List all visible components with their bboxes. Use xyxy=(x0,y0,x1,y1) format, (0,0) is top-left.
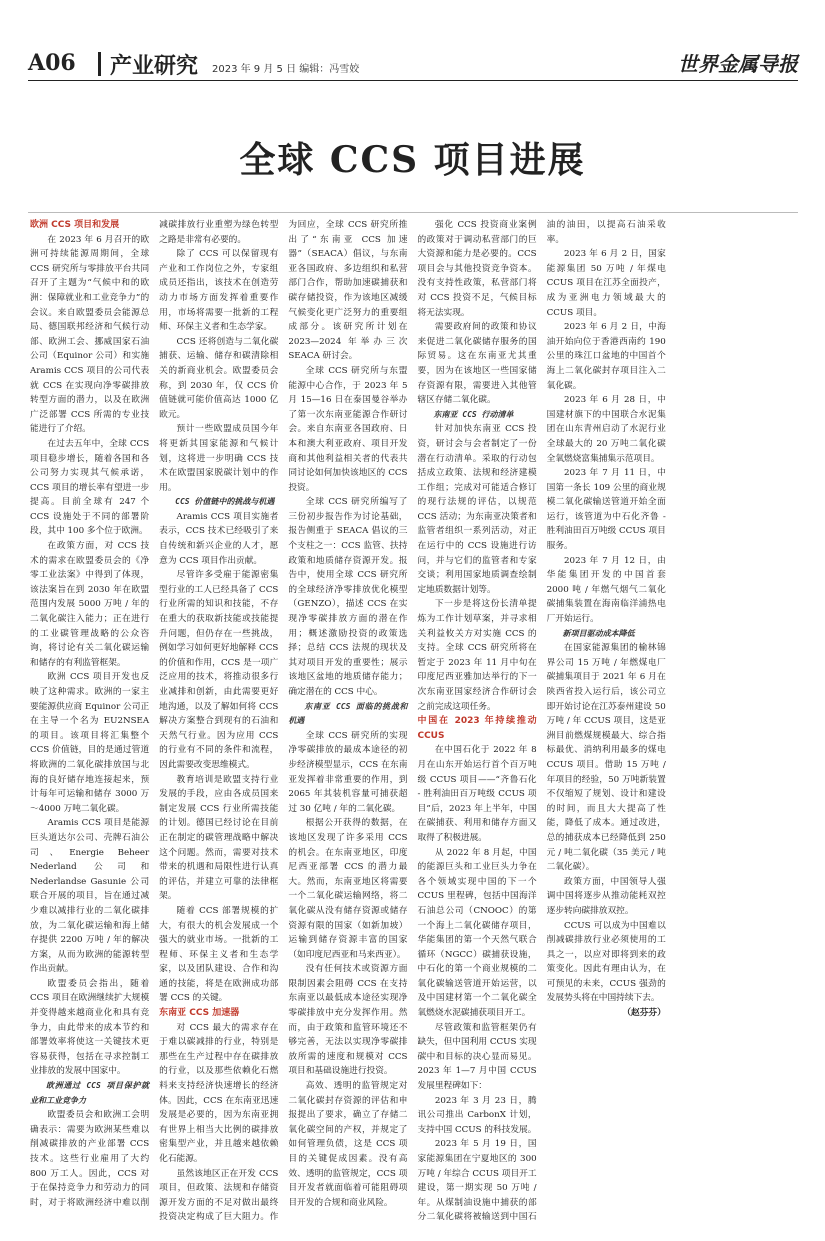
paragraph: 高效、透明的监管规定对二氧化碳封存资源的评估和申报提出了要求，确立了存储二氧化碳空间的产权，并规定了如何管理负债，这是 CCS 项目的关键促成因素。没有高效、透明的监管规定，CCS 项目开发者就面临着可能阻碍项目开发的合规和商业风险。 xyxy=(288,1081,408,1208)
page-header xyxy=(28,50,798,80)
paragraph: 除了 CCS 可以保留现有产业和工作岗位之外，专家组成员还指出，该技术在创造劳动力市场方面发挥着重要作用，市场将需要一批新的工程师、环保主义者和生态学家。 xyxy=(159,249,279,333)
header-divider xyxy=(98,52,101,76)
paragraph: 2023 年 6 月 2 日，国家能源集团 50 万吨 / 年煤电 CCUS 项目在江苏全面投产，成为亚洲电力领域最大的 CCUS 项目。 xyxy=(546,249,666,318)
paragraph: 下一步是将这份长清单提炼为工作计划草案，并寻求相关利益攸关方对实施 CCS 的支持。全球 CCS 研究所将在暂定于 2023 年 11 月中旬在印度尼西亚雅加达举行的下一次东南亚国家经济合作研讨会之前完成这项任务。 xyxy=(417,599,537,712)
paragraph: 2023 年 3 月 23 日，腾讯公司推出 CarbonX 计划，支持中国 CCUS 的科技发展。 xyxy=(417,1095,537,1135)
article-body xyxy=(30,218,795,1228)
title-rule xyxy=(28,212,798,213)
paragraph: 全球 CCS 研究所与东盟能源中心合作，于 2023 年 5 月 15—16 日在泰国曼谷举办了第一次东南亚能源合作研讨会。来自东南亚各国政府、日本和澳大利亚政府、项目开发商和其他利益相关者的代表共同讨论如何加快该地区的 CCS 投资。 xyxy=(288,365,408,493)
paragraph: 没有任何技术或资源方面限制因素会阻碍 CCS 在支持东南亚以最低成本途径实现净零碳排放中充分发挥作用。然而，由于政策和监管环境还不够完善，无法以实现净零碳排放所需的速度和规模对 CCS 项目和基础设施进行投资。 xyxy=(288,964,408,1077)
subheading: 欧洲 CCS 项目和发展 xyxy=(30,220,120,230)
paragraph: 2023 年 7 月 11 日，中国第一条长 109 公里的商业规模二氧化碳输送管道开始全面运行，该管道为中石化齐鲁 - 胜利油田百万吨级 CCUS 项目服务。 xyxy=(546,468,666,552)
paragraph: 在国家能源集团的榆林锦界公司 15 万吨 / 年燃煤电厂碳捕集项目于 2021 年 6 月在陕西省投入运行后，该公司立即开始讨论在江苏泰州建设 50 万吨 / 年 CCUS 项目，这是亚洲目前燃煤规模最大、综合指标最优、消纳利用最多的煤电 CCUS 项目。借助 15 万吨 / 年项目的经验，50 万吨新装置不仅缩短了规划、设计和建设的时间，而且大大提高了性能，降低了成本。通过改进，总的捕获成本已经降低到 250 元 / 吨二氧化碳（35 美元 / 吨二氧化碳）。 xyxy=(546,643,666,873)
paragraph: Aramis CCS 项目是能源巨头道达尔公司、壳牌石油公司、Energie Beheer Nederland 公司和 Nederlandse Gasunie 公司联合开展的项目，旨在通过减少难以减排行业的二氧化碳排放，为二氧化碳运输和海上储存提供 2200 万吨 / 年的解决方案，从而为欧洲的能源转型作出贡献。 xyxy=(30,818,150,975)
paragraph: 2023 年 7 月 12 日，由华能集团开发的中国首套 2000 吨 / 年燃气烟气二氧化碳捕集装置在海南临洋浦热电厂开始运行。 xyxy=(546,555,666,625)
paragraph: 需要政府间的政策和协议来促进二氧化碳储存服务的国际贸易。这在东南亚尤其重要，因为在该地区一些国家储存资源有限，需要进入其他管辖区存储二氧化碳。 xyxy=(417,322,537,406)
paragraph: CCS 还将创造与二氧化碳捕获、运输、储存和碳清除相关的新商业机会。欧盟委员会称，到 2030 年，仅 CCS 价值链就可能价值高达 1000 亿欧元。 xyxy=(159,336,279,420)
minor-heading: 东南亚 CCS 行动清单 xyxy=(433,409,514,419)
paragraph: 从 2022 年 8 月起，中国的能源巨头和工业巨头力争在各个领域实现中国的下一个 CCUS 里程碑，包括中国海洋石油总公司（CNOOC）的第一个海上二氧化碳储存项目，华能集团的第一个天然气联合循环（NGCC）碳捕获设施，中石化的第一个商业规模的二氧化碳输送管道开始运营，以及中国建材第一个二氧化碳全氧燃烧水泥碳捕获项目开工。 xyxy=(417,847,537,1019)
paragraph: 尽管政策和监管框架仍有缺失，但中国利用 CCUS 实现碳中和目标的决心显而易见。2023 年 1—7 月中国 CCUS 发展里程碑如下： xyxy=(417,1022,537,1092)
subheading: 中国在 2023 年持续推动 CCUS xyxy=(417,716,537,741)
paragraph: 2023 年 6 月 28 日，中国建材旗下的中国联合水泥集团在山东青州启动了水泥行业全球最大的 20 万吨二氧化碳全氧燃烧富集捕集示范项目。 xyxy=(546,395,666,464)
section-title: 产业研究 xyxy=(110,54,199,79)
paragraph: 欧洲 CCS 项目开发也反映了这种需求。欧洲的一家主要能源供应商 Equinor 公司正在主导一个名为 EU2NSEA 的项目。该项目将汇集整个 CCS 价值链，目的是通过管道将欧洲的二氧化碳排放国与北海的良好储存地连接起来，预计每年可运输和储存 3000 万～4000 万吨二氧化碳。 xyxy=(30,672,150,814)
paragraph: 对 CCS 最大的需求存在于难以碳减排的行业，特别是那些在生产过程中存在碳排放的行业，以及那些依赖化石燃料来支持经济快速增长的经济体。因此，CCS 在东南亚迅速发展是必要的，因为东南亚拥有世界上相当大比例的碳排放密集型产业，并且越来越依赖化石能源。 xyxy=(159,1022,279,1164)
paragraph: 在政策方面，对 CCS 技术的需求在欧盟委员会的《净零工业法案》中得到了体现，该法案旨在到 2030 年在欧盟范围内发展 5000 万吨 / 年的二氧化碳注入能力；正在进行的工业碳管理战略的公众咨询，将讨论有关二氧化碳运输和储存的有利监管框架。 xyxy=(30,541,150,668)
article-title: 全球 CCS 项目进展 xyxy=(239,139,586,181)
paragraph: 在过去五年中，全球 CCS 项目稳步增长，随着各国和各公司努力实现其气候承诺，CCS 项目的增长率有望进一步提高。目前全球有 247 个 CCS 设施处于不同的部署阶段，其中 100 多个位于欧洲。 xyxy=(30,438,150,537)
paragraph: 全球 CCS 研究所的实现净零碳排放的最成本途径的初步经济模型显示，CCS 在东南亚发挥着非常重要的作用，到 2065 年其装机容量可捕获超过 30 亿吨 / 年的二氧化碳。 xyxy=(288,730,408,814)
paragraph: CCUS 可以成为中国难以削减碳排放行业必须使用的工具之一，以应对即将到来的政策变化。因此有理由认为，在可预见的未来，CCUS 强劲的发展势头将在中国持续下去。 xyxy=(546,920,666,1004)
paragraph: 2023 年 6 月 2 日，中海油开始向位于香港西南约 190 公里的珠江口盆地的中国首个海上二氧化碳封存项目注入二氧化碳。 xyxy=(546,322,666,391)
paragraph: Aramis CCS 项目实施者表示，CCS 技术已经吸引了来自传统和新兴企业的人才，愿意为 CCS 项目作出贡献。 xyxy=(159,511,279,566)
paragraph: 在 2023 年 6 月召开的欧洲可持续能源周期间，全球 CCS 研究所与零排放平台共同召开了主题为“气候中和的欧洲：保障就业和工业竞争力”的会议。来自欧盟委员会能源总局、德国联邦经济和气候行动部、欧洲工会、挪威国家石油公司（Equinor 公司）和实施 Aramis CCS 项目的公司代表就 CCS 在实现向净零碳排放转型方面的潜力，以及在欧洲广泛部署 CCS 所需的专业技能进行了介绍。 xyxy=(30,234,150,435)
paragraph: 随着 CCS 部署规模的扩大，有很大的机会发展成一个强大的就业市场。一批新的工程师、环保主义者和生态学家，以及团队建设、合作和沟通的技能，将是在欧洲成功部署 CCS 的关键。 xyxy=(159,905,279,1004)
page-number: A06 xyxy=(28,50,76,76)
paragraph: 欧盟委员会指出，随着 CCS 项目在欧洲继续扩大规模并变得越来越商业化和具有竞争力，由此带来的成本节约和部署效率将使这一关键技术更容易获得，包括在寻求控制工业排放的发展中国家中。 xyxy=(30,978,150,1077)
paragraph: 2023 年 5 月 19 日，国家能源集团在宁夏地区的 300 万吨 / 年综合 CCUS 项目开工建设，第一期实现 50 万吨 / 年。从煤制油设施中捕获的部分二氧化碳将被输送到中国石油的油田，以提高石油采收率。 xyxy=(417,220,666,1223)
paragraph: 针对加快东南亚 CCS 投资，研讨会与会者制定了一份潜在行动清单。采取的行动包括成立政策、法规和经济建模工作组；完成对可能适合修订的现行法规的评估，以规范 CCS 活动；为东南亚决策者和监管者组织一系列活动，对正在运行中的 CCS 设施进行访问，并与它们的监管者和专家交谈；利用国家地质调查绘制定地质数据计划等。 xyxy=(417,424,537,595)
subheading: 东南亚 CCS 加速器 xyxy=(159,1008,240,1019)
paragraph: 尽管许多受雇于能源密集型行业的工人已经具备了 CCS 行业所需的知识和技能，不存在重大的获取新技能或技能提升问题，但仍存在一些挑战，例如学习如何更好地解释 CCS 的价值和作用，CCS 是一项广泛应用的技术，将推动很多行业减排和创新，由此需要更好地沟通，以及了解如何将 CCS 解决方案整合到现有的石油和天然气行业。因为应用 CCS 的行业有不同的条件和流程，因此需要改变思维模式。 xyxy=(159,570,279,770)
paragraph: 预计一些欧盟成员国今年将更新其国家能源和气候计划，这将进一步明确 CCS 技术在欧盟国家脱碳计划中的作用。 xyxy=(159,424,279,493)
paragraph: 教育培训是欧盟支持行业发展的手段，应由各成员国来制定发展 CCS 行业所需技能的计划。德国已经讨论在目前正在制定的碳管理战略中解决这个问题。然而，需要对技术带来的机遇和局限性进行认真的评估，并建立可靠的法律框架。 xyxy=(159,774,279,902)
header-rule xyxy=(28,80,798,81)
minor-heading: 欧洲通过 CCS 项目保护就业和工业竞争力 xyxy=(30,1081,150,1105)
minor-heading: 新项目驱动成本降低 xyxy=(562,628,635,638)
minor-heading: CCS 价值链中的挑战与机遇 xyxy=(175,497,275,507)
date-editor: 2023 年 9 月 5 日 编辑：冯雪姣 xyxy=(212,64,360,75)
paragraph: 根据公开获得的数据，在该地区发现了许多采用 CCS 的机会。在东南亚地区，印度尼西亚部署 CCS 的潜力最大。然而，东南亚地区将需要一个二氧化碳运输网络，将二氧化碳从没有储存资源或储存资源有限的国家（如新加坡）运输到储存资源丰富的国家（如印度尼西亚和马来西亚）。 xyxy=(288,818,408,960)
author-byline: （赵芬芬） xyxy=(622,1008,666,1019)
paragraph: 虽然该地区正在开发 CCS 项目，但政策、法规和存储资源开发方面的不足对做出最终投资决定构成了巨大阻力。作为回应，全球 CCS 研究所推出了“东南亚 CCS 加速器”（SEACA）倡议，与东南亚各国政府、多边组织和私营部门合作，帮助加速碳捕获和碳存储投资，作为该地区减缓气候变化更广泛努力的重要组成部分。该研究所计划在 2023—2024 年举办三次 SEACA 研讨会。 xyxy=(159,220,408,1223)
paragraph: 全球 CCS 研究所编写了三份初步报告作为讨论基础，报告侧重于 SEACA 倡议的三个支柱之一：CCS 监管、扶持政策和地质储存资源开发。报告中，使用全球 CCS 研究所的全球经济净零排放优化模型（GENZO），描述 CCS 在实现净零碳排放方面的潜在作用；概述激励投资的政策选择；总结 CCS 法规的现状及其对项目开发的重要性；展示该地区盆地的地质储存能力；确定潜在的 CCS 中心。 xyxy=(288,497,408,697)
newspaper-logo: 世界金属导报 xyxy=(678,52,798,76)
paragraph: 在中国石化于 2022 年 8 月在山东开始运行首个百万吨级 CCUS 项目——“齐鲁石化 - 胜利油田百万吨级 CCUS 项目”后，2023 年上半年，中国在碳捕获、利用和储存方面又取得了积极进展。 xyxy=(417,745,537,843)
paragraph: 政策方面，中国领导人强调中国将逐步从推动能耗双控逐步转向碳排放双控。 xyxy=(546,876,666,916)
minor-heading: 东南亚 CCS 面临的挑战和机遇 xyxy=(288,701,408,726)
paragraph: 欧盟委员会和欧洲工会明确表示：需要为欧洲某些难以削减碳排放的产业部署 CCS 技术。这些行业雇用了大约 800 万工人。因此，CCS 对于在保持竞争力和劳动力的同时，对于将欧洲经济中难以削减碳排放行业重塑为绿色转型之路是非常有必要的。 xyxy=(30,220,279,1208)
paragraph: 强化 CCS 投资商业案例的政策对于调动私营部门的巨大资源和能力是必要的。CCS 项目会与其他投资竞争资本。没有支持性政策，私营部门将对 CCS 投资不足，气候目标将无法实现。 xyxy=(417,220,537,318)
